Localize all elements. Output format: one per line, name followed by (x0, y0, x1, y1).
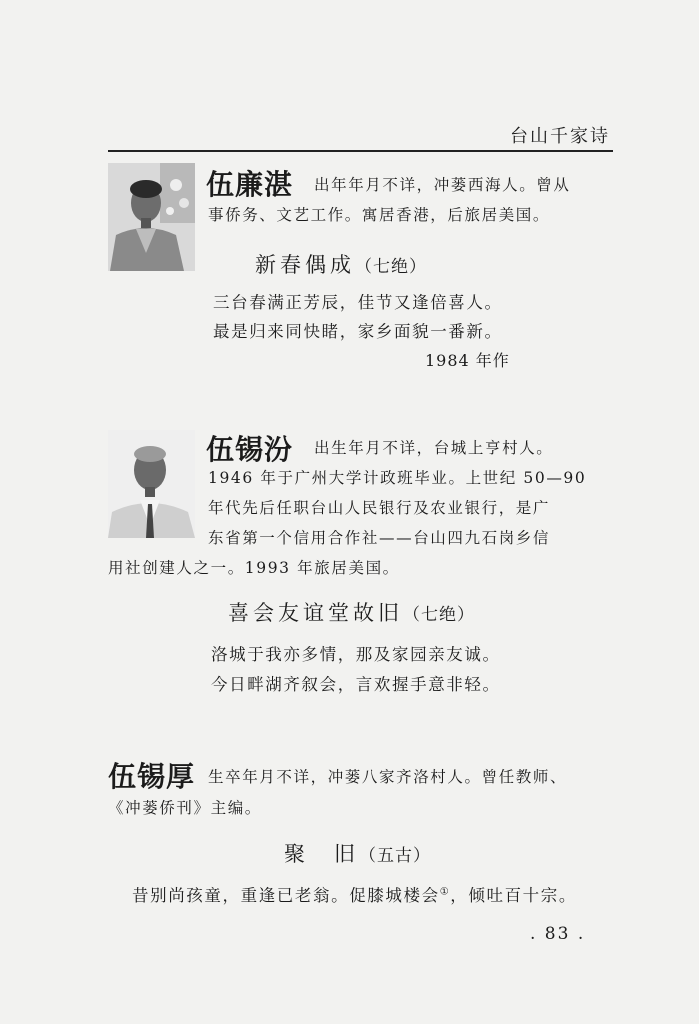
poem-line-part: 昔别尚孩童，重逢已老翁。促膝城楼会 (132, 886, 440, 905)
poem-title-text: 喜会友谊堂故旧 (228, 601, 403, 625)
poem-title (284, 838, 431, 868)
poem-line: 三台春满正芳辰，佳节又逢倍喜人。 (213, 293, 503, 312)
poem-title (228, 597, 475, 627)
poem-title (255, 249, 427, 279)
poem-line (132, 882, 577, 906)
poem-line-part: ，倾吐百十宗。 (450, 886, 577, 905)
author-bio-line: 东省第一个信用合作社——台山四九石岗乡信 (208, 529, 551, 547)
author-bio-line: 1946 年于广州大学计政班毕业。上世纪 50—90 (208, 469, 587, 487)
poem-title-text: 聚 旧 (284, 842, 359, 866)
running-header: 台山千家诗 (510, 126, 610, 147)
poem-line: 今日畔湖齐叙会，言欢握手意非轻。 (211, 675, 501, 694)
poem-date-note: 1984 年作 (425, 351, 510, 370)
author-bio-line: 生卒年月不详，冲蒌八家齐洛村人。曾任教师、 (208, 768, 568, 786)
footnote-marker: ① (439, 886, 451, 898)
portrait-image (108, 430, 195, 538)
portrait-image (108, 163, 195, 271)
poem-form: （五古） (359, 846, 431, 866)
author-bio-line: 出生年月不详，台城上亨村人。 (314, 439, 554, 457)
author-name: 伍锡汾 (206, 433, 294, 466)
author-bio-line: 用社创建人之一。1993 年旅居美国。 (108, 559, 400, 577)
author-bio-line: 《冲蒌侨刊》主编。 (108, 799, 262, 817)
author-bio-line: 事侨务、文艺工作。寓居香港，后旅居美国。 (208, 206, 551, 224)
poem-title-text: 新春偶成 (255, 253, 355, 277)
page-number: . 83 . (530, 924, 586, 944)
portrait-photo-wu-lianzhan (108, 163, 195, 271)
poem-form: （七绝） (403, 605, 475, 625)
poem-line: 洛城于我亦多情，那及家园亲友诚。 (211, 645, 501, 664)
author-bio-line: 年代先后任职台山人民银行及农业银行，是广 (208, 499, 551, 517)
poem-line: 最是归来同快睹，家乡面貌一番新。 (213, 322, 503, 341)
author-name: 伍锡厚 (108, 760, 196, 793)
portrait-photo-wu-xifen (108, 430, 195, 538)
header-rule (108, 150, 613, 152)
author-bio-line: 出年年月不详，冲蒌西海人。曾从 (314, 176, 571, 194)
poem-form: （七绝） (355, 257, 427, 277)
author-name: 伍廉湛 (206, 168, 294, 201)
